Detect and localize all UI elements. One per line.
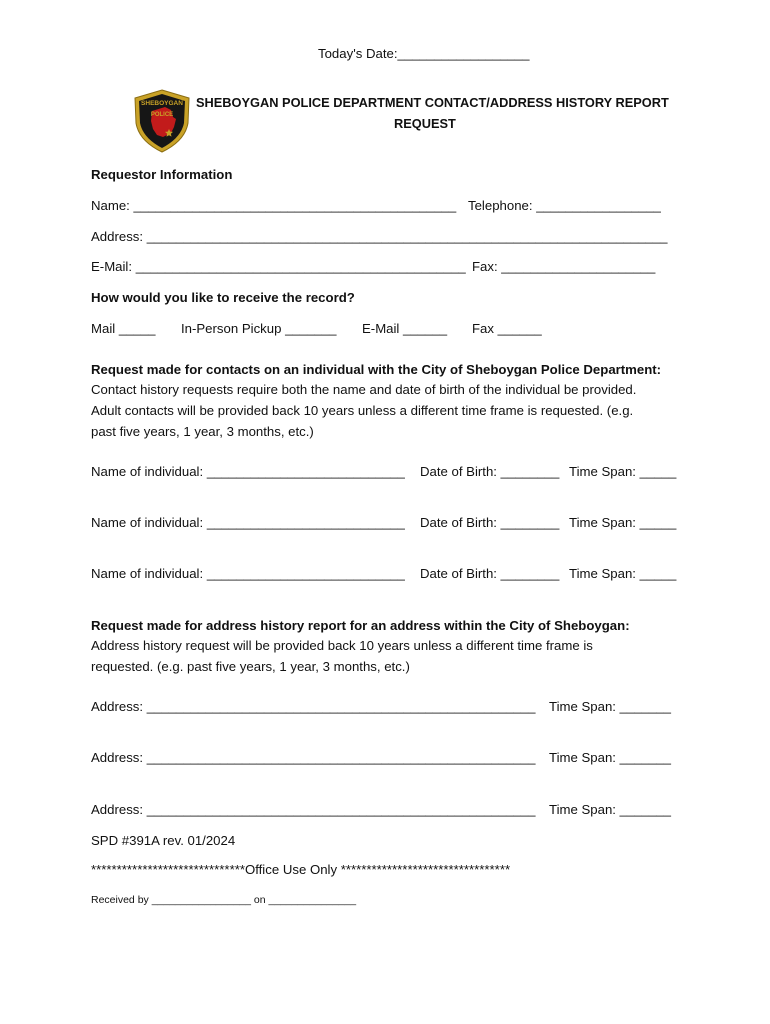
history-timespan-field[interactable]: Time Span: _______ xyxy=(549,750,671,765)
delivery-fax-option[interactable]: Fax ______ xyxy=(472,321,542,336)
address-field[interactable]: Address: _______________________________________________________________________ xyxy=(91,229,668,244)
individual-timespan-field[interactable]: Time Span: _____ xyxy=(569,515,677,530)
address-history-heading: Request made for address history report for an address within the City of Sheboygan: xyxy=(91,618,630,633)
telephone-field[interactable]: Telephone: _________________ xyxy=(468,198,661,213)
delivery-mail-option[interactable]: Mail _____ xyxy=(91,321,156,336)
contacts-heading: Request made for contacts on an individual with the City of Sheboygan Police Department: xyxy=(91,362,662,377)
requestor-heading: Requestor Information xyxy=(91,167,233,182)
history-address-field[interactable]: Address: _____________________________________________________ xyxy=(91,699,536,714)
badge-bottom-text: POLICE xyxy=(150,112,174,118)
police-badge-logo xyxy=(133,89,191,153)
name-field[interactable]: Name: ____________________________________________ xyxy=(91,198,457,213)
form-title-line1: SHEBOYGAN POLICE DEPARTMENT CONTACT/ADDRESS HISTORY REPORT xyxy=(196,95,669,110)
individual-dob-field[interactable]: Date of Birth: ________ xyxy=(420,464,560,479)
individual-timespan-field[interactable]: Time Span: _____ xyxy=(569,566,677,581)
received-by-field[interactable]: Received by _________________ on _______________ xyxy=(91,894,357,906)
delivery-question: How would you like to receive the record? xyxy=(91,290,355,305)
contacts-instructions-line2: Adult contacts will be provided back 10 years unless a different time frame is requested. (e.g. xyxy=(91,403,634,418)
address-history-instructions-line1: Address history request will be provided back 10 years unless a different time frame is xyxy=(91,638,593,653)
contacts-instructions-line3: past five years, 1 year, 3 months, etc.) xyxy=(91,424,314,439)
fax-field[interactable]: Fax: _____________________ xyxy=(472,259,656,274)
contacts-instructions-line1: Contact history requests require both the name and date of birth of the individual be provided. xyxy=(91,382,637,397)
individual-name-field[interactable]: Name of individual: ___________________________ xyxy=(91,566,405,581)
delivery-in-person-option[interactable]: In-Person Pickup _______ xyxy=(181,321,337,336)
email-field[interactable]: E-Mail: _____________________________________________ xyxy=(91,259,466,274)
individual-timespan-field[interactable]: Time Span: _____ xyxy=(569,464,677,479)
todays-date-field[interactable]: Today's Date:__________________ xyxy=(318,46,530,61)
history-address-field[interactable]: Address: _____________________________________________________ xyxy=(91,802,536,817)
individual-dob-field[interactable]: Date of Birth: ________ xyxy=(420,566,560,581)
badge-top-text: SHEBOYGAN xyxy=(141,100,183,107)
office-use-divider: ******************************Office Use Only ********************************* xyxy=(91,862,511,877)
delivery-email-option[interactable]: E-Mail ______ xyxy=(362,321,448,336)
history-timespan-field[interactable]: Time Span: _______ xyxy=(549,802,671,817)
individual-name-field[interactable]: Name of individual: ___________________________ xyxy=(91,464,405,479)
form-number: SPD #391A rev. 01/2024 xyxy=(91,833,236,848)
individual-dob-field[interactable]: Date of Birth: ________ xyxy=(420,515,560,530)
history-address-field[interactable]: Address: _____________________________________________________ xyxy=(91,750,536,765)
individual-name-field[interactable]: Name of individual: ___________________________ xyxy=(91,515,405,530)
form-title-line2: REQUEST xyxy=(394,116,456,131)
address-history-instructions-line2: requested. (e.g. past five years, 1 year, 3 months, etc.) xyxy=(91,659,410,674)
history-timespan-field[interactable]: Time Span: _______ xyxy=(549,699,671,714)
